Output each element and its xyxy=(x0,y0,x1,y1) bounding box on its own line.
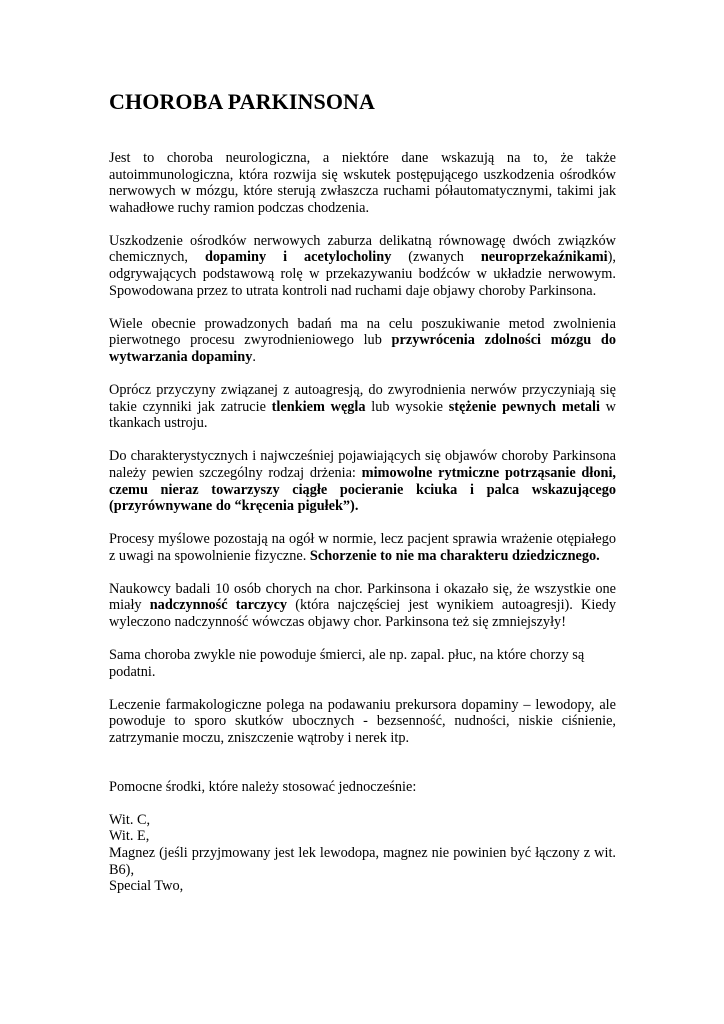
paragraph-definition: Jest to choroba neurologiczna, a niektóre dane wskazują na to, że także autoimmunologiczna, która rozwija się wskutek postępującego uszkodzenia ośrodków nerwowych w mózgu, które sterują zwłaszcza ruchami półautomatycznymi, takimi jak wahadłowe ruchy ramion podczas chodzenia. xyxy=(109,150,616,216)
paragraph-cognition xyxy=(109,531,616,564)
paragraph-causes xyxy=(109,382,616,432)
list-item: Wit. E, xyxy=(109,828,150,845)
list-item: Magnez (jeśli przyjmowany jest lek lewodopa, magnez nie powinien być łączony z wit. B6), xyxy=(109,844,616,878)
text-run: Do charakterystycznych i najwcześniej pojawiających się objawów choroby Parkinsona należy pewien szczególny rodzaj drżenia: xyxy=(109,448,616,481)
text-run: . xyxy=(252,348,256,365)
bold-neurotransmitters: neuroprzekaźnikami xyxy=(480,249,608,266)
paragraph-mortality: Sama choroba zwykle nie powoduje śmierci, ale np. zapal. płuc, na które chorzy są podatni. xyxy=(109,647,585,680)
bold-carbon-monoxide: tlenkiem węgla xyxy=(271,398,366,415)
text-run: (która najczęściej jest wynikiem autoagresji). Kiedy wyleczono nadczynność wówczas objawy chor. Parkinsona też się zmniejszyły! xyxy=(109,597,616,631)
text-run: Wiele obecnie prowadzonych badań ma na celu poszukiwanie metod zwolnienia pierwotnego procesu zwyrodnieniowego lub xyxy=(109,315,616,349)
text-run: ), odgrywających podstawową rolę w przekazywaniu bodźców w układzie nerwowym. Spowodowana przez to utrata kontroli nad ruchami daje objawy choroby Parkinsona. xyxy=(109,249,616,299)
text-run: Naukowcy badali 10 osób chorych na chor. Parkinsona i okazało się, że wszystkie one miały xyxy=(109,580,616,614)
text-run: w tkankach ustroju. xyxy=(109,398,616,432)
paragraph-supplements-intro: Pomocne środki, które należy stosować jednocześnie: xyxy=(109,778,417,795)
text-run: Procesy myślowe pozostają na ogół w normie, lecz pacjent sprawia wrażenie otępiałego z uwagi na spowolnienie fizyczne. xyxy=(109,531,616,564)
text-run: Oprócz przyczyny związanej z autoagresją, do zwyrodnienia nerwów przyczyniają się takie czynniki jak zatrucie xyxy=(109,382,616,415)
text-run: (zwanych xyxy=(391,249,481,266)
bold-restore-dopamine: przywrócenia zdolności mózgu do wytwarzania dopaminy xyxy=(109,332,616,365)
paragraph-treatment: Leczenie farmakologiczne polega na podawaniu prekursora dopaminy – lewodopy, ale powoduje to sporo skutków ubocznych - bezsenność, nudności, niskie ciśnienie, zatrzymanie moczu, zniszczenie wątroby i nerek itp. xyxy=(109,696,616,747)
bold-not-hereditary: Schorzenie to nie ma charakteru dziedzicznego. xyxy=(309,547,600,564)
paragraph-research xyxy=(109,316,616,366)
document-body xyxy=(109,88,616,895)
bold-metals: stężenie pewnych metali xyxy=(448,398,600,415)
list-item: Special Two, xyxy=(109,878,184,895)
list-item: Wit. C, xyxy=(109,811,151,828)
document-title: CHOROBA PARKINSONA xyxy=(109,89,376,114)
text-run: lub wysokie xyxy=(365,398,449,415)
text-run: Uszkodzenie ośrodków nerwowych zaburza delikatną równowagę dwóch związków chemicznych, xyxy=(109,232,616,266)
paragraph-thyroid-study xyxy=(109,581,616,631)
bold-hyperthyroidism: nadczynność tarczycy xyxy=(149,597,288,614)
paragraph-symptoms xyxy=(109,448,616,514)
bold-dopamine-acetylcholine: dopaminy i acetylocholiny xyxy=(204,249,392,266)
paragraph-neurotransmitters xyxy=(109,233,616,299)
bold-tremor: mimowolne rytmiczne potrząsanie dłoni, czemu nieraz towarzyszy ciągłe pocieranie kciuka i palca wskazującego (przyrównywane do “kręcenia pigułek”). xyxy=(109,464,616,515)
supplements-list xyxy=(109,812,616,895)
